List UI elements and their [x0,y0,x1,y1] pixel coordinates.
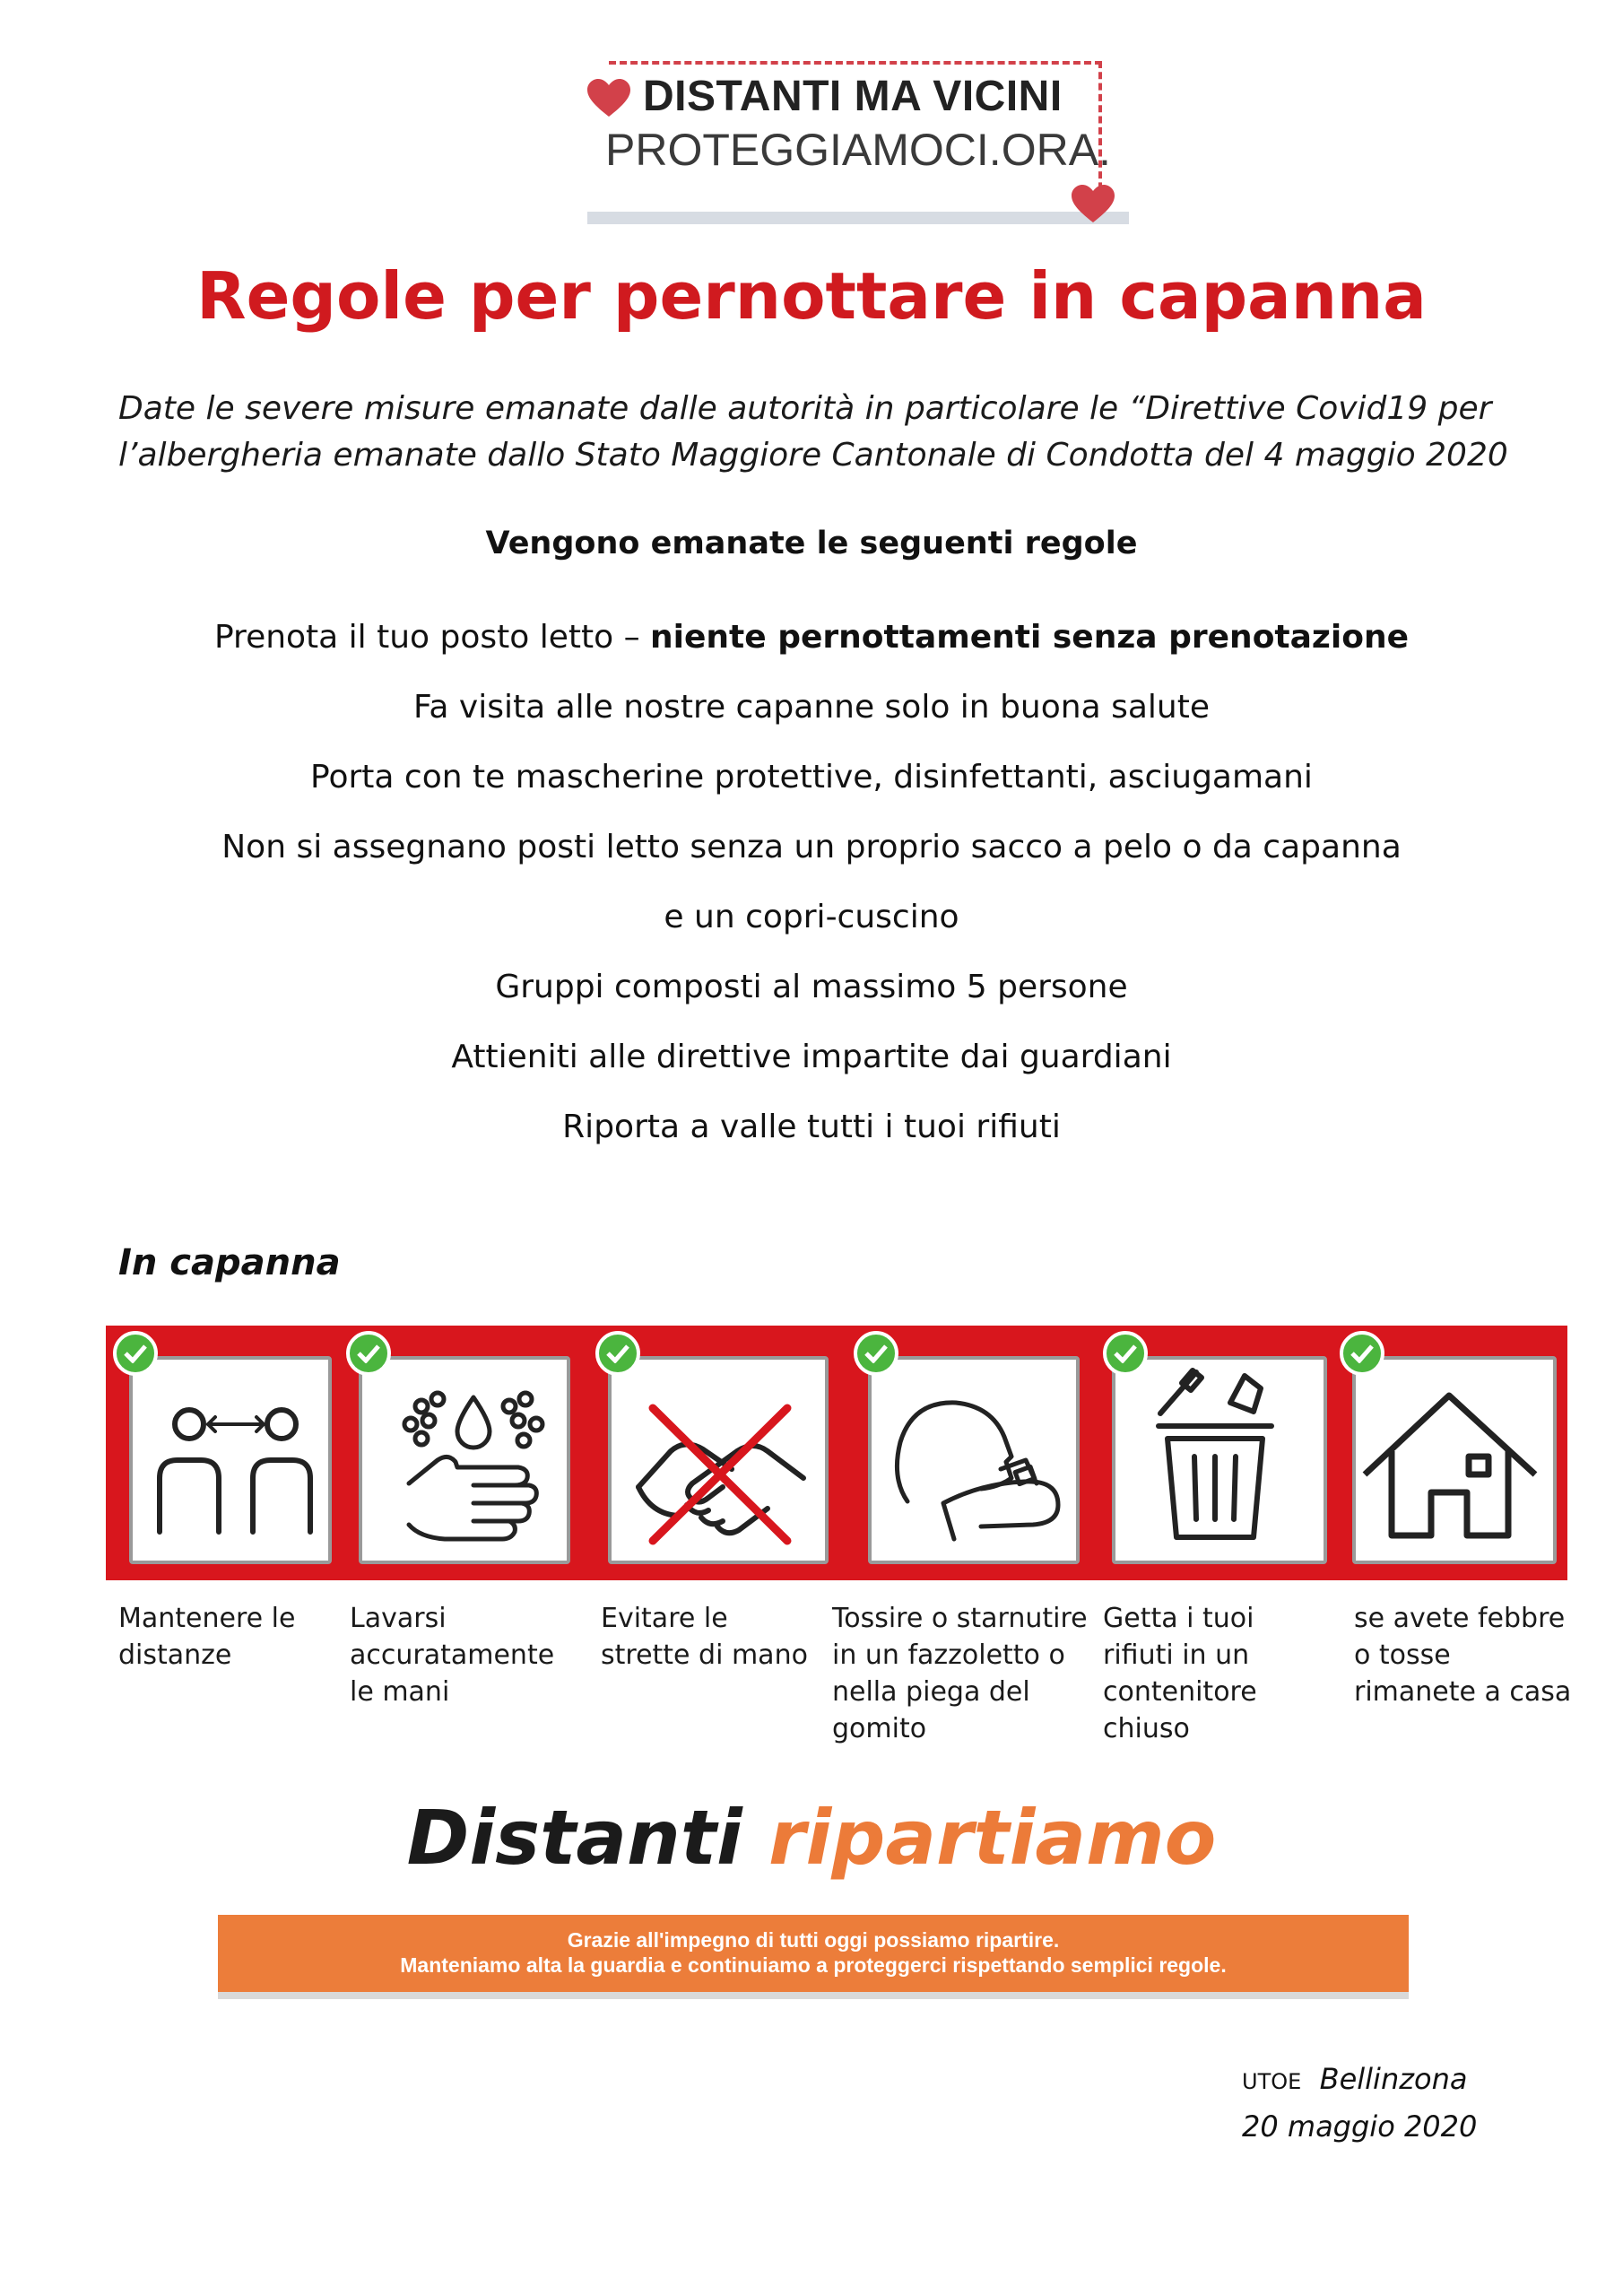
signature-place: Bellinzona [1319,2062,1468,2096]
icon-caption: se avete febbre o tosse rimanete a casa [1354,1603,1572,1708]
heart-icon [587,79,630,118]
rule-item [0,619,1623,656]
intro-paragraph: Date le severe misure emanate dalle autorità in particolare le “Direttive Covid19 per l’albergheria emanate dallo Stato Maggiore Cantonale di Condotta del 4 maggio 2020 [118,390,1508,474]
icon-tile-hand-washing [339,1326,590,1580]
icon-tile-distance [106,1326,341,1580]
icon-caption: Tossire o starnutire in un fazzoletto o nella piega del gomito [832,1603,1088,1744]
banner-line-1: Grazie all'impegno di tutti oggi possiamo ripartire. [567,1928,1060,1952]
icon-caption: Lavarsi accuratamente le mani [350,1603,555,1708]
rule-item: Non si assegnano posti letto senza un proprio sacco a pelo o da capanna [221,829,1402,865]
rule-item: Gruppi composti al massimo 5 persone [495,969,1128,1005]
logo-underline-bar [587,212,1129,224]
logo-line-2: PROTEGGIAMOCI.ORA. [605,125,1111,175]
logo-line-1: DISTANTI MA VICINI [643,73,1063,120]
icon-tile-trash-bin [1096,1326,1343,1580]
brand-word-1: Distanti [406,1794,742,1882]
section-title: In capanna [118,1242,341,1283]
signature-date: 20 maggio 2020 [1242,2109,1478,2144]
footer-brand [0,1794,1623,1882]
icon-tile-house [1332,1326,1567,1580]
rule-text: Prenota il tuo posto letto – [213,619,651,656]
rule-item: e un copri-cuscino [664,899,959,935]
rules-subheading: Vengono emanate le seguenti regole [485,526,1138,561]
rule-item: Attieniti alle direttive impartite dai guardiani [451,1039,1172,1075]
signature-org: UTOE [1242,2069,1302,2094]
rule-item: Porta con te mascherine protettive, disinfettanti, asciugamani [310,759,1313,796]
footer-banner [218,1915,1409,1992]
rule-item: Fa visita alle nostre capanne solo in buona salute [413,689,1210,726]
icon-caption: Evitare le strette di mano [601,1603,808,1671]
page-title: Regole per pernottare in capanna [196,258,1427,334]
icon-tile-sneeze-elbow [846,1326,1096,1580]
signature-block [1242,2057,1477,2149]
icon-caption: Getta i tuoi rifiuti in un contenitore chiuso [1103,1603,1257,1744]
campaign-logo [587,61,1125,228]
icon-tile-no-handshake [588,1326,848,1580]
brand-word-2: ripartiamo [768,1794,1217,1882]
heart-icon [1072,185,1115,224]
icon-caption: Mantenere le distanze [118,1603,296,1671]
rule-emphasis: niente pernottamenti senza prenotazione [650,619,1409,656]
banner-line-2: Manteniamo alta la guardia e continuiamo a proteggerci rispettando semplici regole. [400,1953,1227,1977]
rule-item: Riporta a valle tutti i tuoi rifiuti [562,1109,1061,1145]
